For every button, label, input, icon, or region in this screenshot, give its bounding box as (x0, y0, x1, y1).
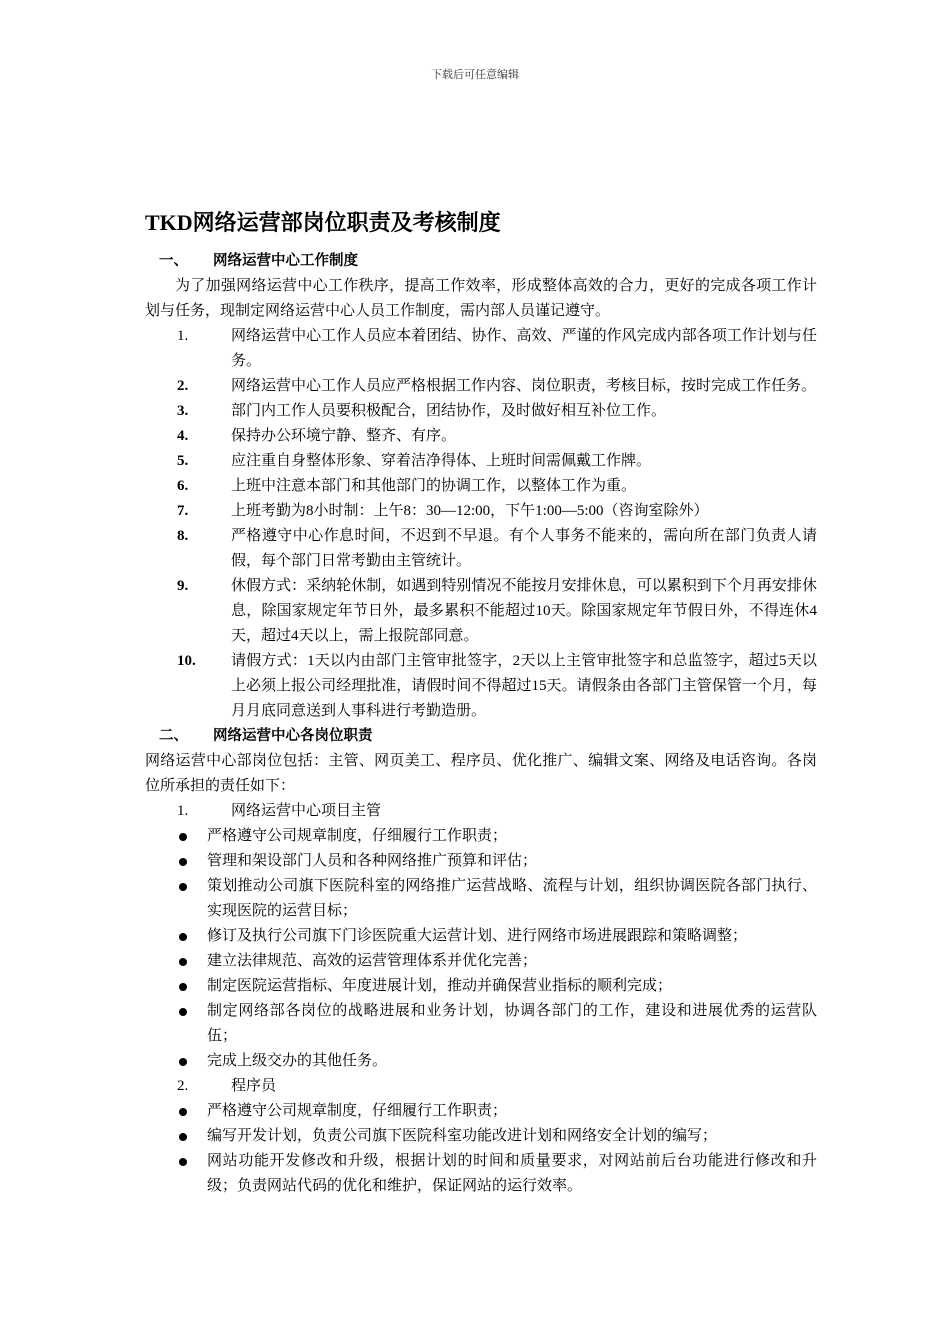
list-number: 5. (177, 453, 189, 469)
list-text: 请假方式：1天以内由部门主管审批签字，2天以上主管审批签字和总监签字，超过5天以上必须上报公司经理批准，请假时间不得超过15天。请假条由各部门主管保管一个月，每月月底同意送到人事科进行考勤造册。 (231, 653, 817, 719)
duty-text: 完成上级交办的其他任务。 (207, 1053, 388, 1069)
duty-item (145, 849, 817, 874)
list-number: 7. (177, 503, 189, 519)
bullet-icon (179, 858, 187, 866)
duty-item (145, 1099, 817, 1124)
list-number: 6. (177, 478, 189, 494)
duty-item (145, 874, 817, 924)
bullet-icon (179, 933, 187, 941)
duty-text: 编写开发计划，负责公司旗下医院科室功能改进计划和网络安全计划的编写； (207, 1128, 718, 1144)
role-name: 程序员 (231, 1078, 277, 1094)
list-text: 网络运营中心工作人员应严格根据工作内容、岗位职责，考核目标，按时完成工作任务。 (231, 378, 817, 394)
list-item (145, 524, 817, 574)
roles-list (145, 799, 817, 1199)
list-text: 保持办公环境宁静、整齐、有序。 (231, 428, 457, 444)
list-item (145, 649, 817, 724)
list-text: 上班中注意本部门和其他部门的协调工作，以整体工作为重。 (231, 478, 637, 494)
list-number: 8. (177, 528, 189, 544)
bullet-icon (179, 1108, 187, 1116)
bullet-icon (179, 1008, 187, 1016)
list-number: 3. (177, 403, 189, 419)
duty-item (145, 1124, 817, 1149)
bullet-icon (179, 1158, 187, 1166)
list-item (145, 399, 817, 424)
section-intro: 为了加强网络运营中心工作秩序，提高工作效率，形成整体高效的合力，更好的完成各项工作计划与任务，现制定网络运营中心人员工作制度，需内部人员谨记遵守。 (145, 278, 817, 319)
duty-item (145, 1149, 817, 1199)
duty-item (145, 924, 817, 949)
list-number: 1. (177, 328, 189, 344)
duty-text: 制定网络部各岗位的战略进展和业务计划，协调各部门的工作，建设和进展优秀的运营队伍； (207, 1003, 817, 1044)
list-text: 部门内工作人员要积极配合，团结协作，及时做好相互补位工作。 (231, 403, 667, 419)
bullet-icon (179, 1133, 187, 1141)
list-number: 2. (177, 378, 189, 394)
duty-text: 修订及执行公司旗下门诊医院重大运营计划、进行网络市场进展跟踪和策略调整； (207, 928, 748, 944)
header-note: 下载后可任意编辑 (431, 69, 519, 81)
list-number: 4. (177, 428, 189, 444)
list-text: 休假方式：采纳轮休制，如遇到特别情况不能按月安排休息，可以累积到下个月再安排休息，除国家规定年节日外，最多累积不能超过10天。除国家规定年节假日外，不得连休4天，超过4天以上，需上报院部同意。 (231, 578, 817, 644)
section-heading-2 (145, 724, 817, 749)
section-intro: 网络运营中心部岗位包括：主管、网页美工、程序员、优化推广、编辑文案、网络及电话咨询。各岗位所承担的责任如下： (145, 753, 817, 794)
duty-item (145, 1049, 817, 1074)
bullet-icon (179, 883, 187, 891)
rules-list (145, 324, 817, 724)
role-title (145, 799, 817, 824)
list-item (145, 449, 817, 474)
list-text: 严格遵守中心作息时间，不迟到不早退。有个人事务不能来的，需向所在部门负责人请假，每个部门日常考勤由主管统计。 (231, 528, 817, 569)
section-number: 二、 (159, 728, 188, 744)
duty-item (145, 949, 817, 974)
list-item (145, 499, 817, 524)
list-number: 9. (177, 578, 189, 594)
bullet-icon (179, 833, 187, 841)
list-number: 10. (177, 653, 196, 669)
bullet-icon (179, 958, 187, 966)
duty-text: 策划推动公司旗下医院科室的网络推广运营战略、流程与计划，组织协调医院各部门执行、实现医院的运营目标； (207, 878, 817, 919)
role-number: 1. (177, 803, 189, 819)
list-item (145, 374, 817, 399)
duty-text: 建立法律规范、高效的运营管理体系并优化完善； (207, 953, 538, 969)
role-number: 2. (177, 1078, 189, 1094)
duty-item (145, 974, 817, 999)
document-title: TKD网络运营部岗位职责及考核制度 (145, 210, 501, 235)
duty-item (145, 999, 817, 1049)
section-title: 网络运营中心工作制度 (213, 253, 358, 269)
duty-item (145, 824, 817, 849)
duty-text: 严格遵守公司规章制度，仔细履行工作职责； (207, 1103, 508, 1119)
duty-text: 制定医院运营指标、年度进展计划，推动并确保营业指标的顺利完成； (207, 978, 673, 994)
bullet-icon (179, 1058, 187, 1066)
list-item (145, 324, 817, 374)
duty-text: 严格遵守公司规章制度，仔细履行工作职责； (207, 828, 508, 844)
list-text: 网络运营中心工作人员应本着团结、协作、高效、严谨的作风完成内部各项工作计划与任务。 (231, 328, 817, 369)
role-name: 网络运营中心项目主管 (231, 803, 382, 819)
list-item (145, 424, 817, 449)
list-item (145, 574, 817, 649)
section-heading-1 (145, 249, 817, 274)
duty-text: 管理和架设部门人员和各种网络推广预算和评估； (207, 853, 538, 869)
role-title (145, 1074, 817, 1099)
bullet-icon (179, 983, 187, 991)
duty-text: 网站功能开发修改和升级，根据计划的时间和质量要求，对网站前后台功能进行修改和升级；负责网站代码的优化和维护，保证网站的运行效率。 (207, 1153, 817, 1194)
list-item (145, 474, 817, 499)
list-text: 应注重自身整体形象、穿着洁净得体、上班时间需佩戴工作牌。 (231, 453, 652, 469)
list-text: 上班考勤为8小时制：上午8：30—12:00，下午1:00—5:00（咨询室除外） (231, 503, 709, 519)
document-body (145, 206, 817, 1199)
section-title: 网络运营中心各岗位职责 (213, 728, 373, 744)
section-number: 一、 (159, 253, 188, 269)
